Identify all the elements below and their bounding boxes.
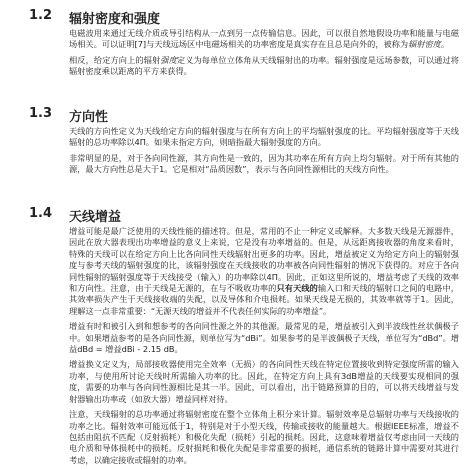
- paragraph: [69, 28, 459, 51]
- paragraph-text: 定义为每单位立体角从天线辐射出的功率。辐射强度是远场参数，可以通过将辐射密度乘以距离的平方来获得。: [69, 54, 459, 77]
- section-heading: [0, 104, 474, 126]
- emphasis-text: 辐射密度: [408, 39, 441, 50]
- section-number: 1.4: [29, 206, 53, 221]
- paragraph-text: 增益可能是最广泛使用的天线性能的描述符。但是，常用的不止一种定义或解释。大多数天线是无源器件，因此在放大器表现出功率增益的意义上来说，它是没有功率增益的。但是，从远距离接收器的角度来看时，特殊的天线可以在给定方向上比各向同性天线辐射出更多的功率。因此，增益被定义为给定方向上的辐射强度与参考天线的辐射强度的比，该辐射强度在天线接收的功率被各向同性辐射的情况下获得的。对应于各向同性辐射的辐射强度等于天线接受（输入）的功率除以4Π。因此，正如这里所说的，增益考虑了天线的效率和方向性。注意，由于天线是无源的，在与不吸收功率的: [69, 226, 459, 294]
- section-title: 天线增益: [69, 210, 122, 225]
- section-heading: [0, 6, 474, 28]
- section-1-4: [0, 204, 474, 470]
- paragraph: 天线的方向性定义为天线给定方向的辐射强度与在所有方向上的平均辐射强度的比。平均辐射强度等于天线辐射的总功率除以4Π。如果未指定方向，则暗指最大辐射强度的方向。: [69, 126, 459, 148]
- paragraph: 增益有时和被引入到和想参考的各向同性源之外的其他源。最常见的是，增益被引入到半波线性丝状偶极子中。如果增益参考的是各向同性源，则单位写为“dBi”。如果参考的是半波偶极子天线，单位写为“dBd”。增益dBd = 增益dBi - 2.15 dB。: [69, 321, 459, 355]
- paragraph: 非常明显的是，对于各向同性源，其方向性是一致的，因为其功率在所有方向上均匀辐射。对于所有其他的源，最大方向性总是大于1。它是相对“品质因数”，表示与各向同性源相比的天线方向性。: [69, 152, 459, 175]
- section-1-2: [0, 6, 474, 82]
- section-heading: [0, 204, 474, 226]
- paragraph-text: 输入口和天线的辐射口之间的电路中，其效率损失产生于天线接收端的失配，以及导体和介电损耗。如果天线是无损的，其效率就等于1。因此，理解这一点非常重要：“无源天线的增益并不代表任何实际的功率增益”。: [69, 283, 459, 316]
- paragraph-text: 电磁波用来通过无线介质或导引结构从一点到另一点传输信息。因此，可以很自然地假设功率和能量与电磁场相关。可以证明[7]与天线远场区中电磁场相关的功率密度是真实存在且总是向外的，被称为: [69, 28, 459, 50]
- paragraph: 增益换义定义为，局部接收器使用完全效率（无损）的各向同性天线在特定位置接收到特定强度所需的输入功率，与使用所讨论天线时所需输入功率的比。因此，在特定方向上具有3dB增益的天线要实现相同的强度，需要的功率与各向同性源相比是其一半。因此，可以看出，出于链路预算的目的，可以将天线增益与发射器输出功率或（如放大器）增益同样对待。: [69, 359, 459, 404]
- paragraph-text: 相反，给定方向上的辐射: [69, 54, 161, 65]
- section-title: 方向性: [69, 110, 109, 125]
- section-number: 1.2: [29, 8, 53, 23]
- section-1-3: [0, 104, 474, 180]
- paragraph: 注意，天线辐射的总功率通过将辐射密度在整个立体角上积分来计算。辐射效率是总辐射功率与天线接收的功率之比。辐射效率可能远低于1，特别是对于小型天线，传输或接收的能量越大。根据IEEE标准，增益不包括由阻抗不匹配（反射损耗）和极化失配（损耗）引起的损耗。因此，这意味着增益仅考虑由同一天线的电介质和导体损耗中的损耗。反射损耗和极化失配是非常重要的损耗，通信系统的链路计算中需要对其进行考虑，以确定接收或辐射的功率。: [69, 409, 459, 465]
- section-title: 辐射密度和强度: [69, 12, 161, 27]
- paragraph: [69, 55, 459, 78]
- paragraph: [69, 226, 459, 317]
- emphasis-text: 只有天线的: [276, 283, 318, 294]
- paragraph-text: 。: [440, 39, 450, 50]
- section-number: 1.3: [29, 106, 53, 121]
- emphasis-text: 强度: [160, 54, 177, 65]
